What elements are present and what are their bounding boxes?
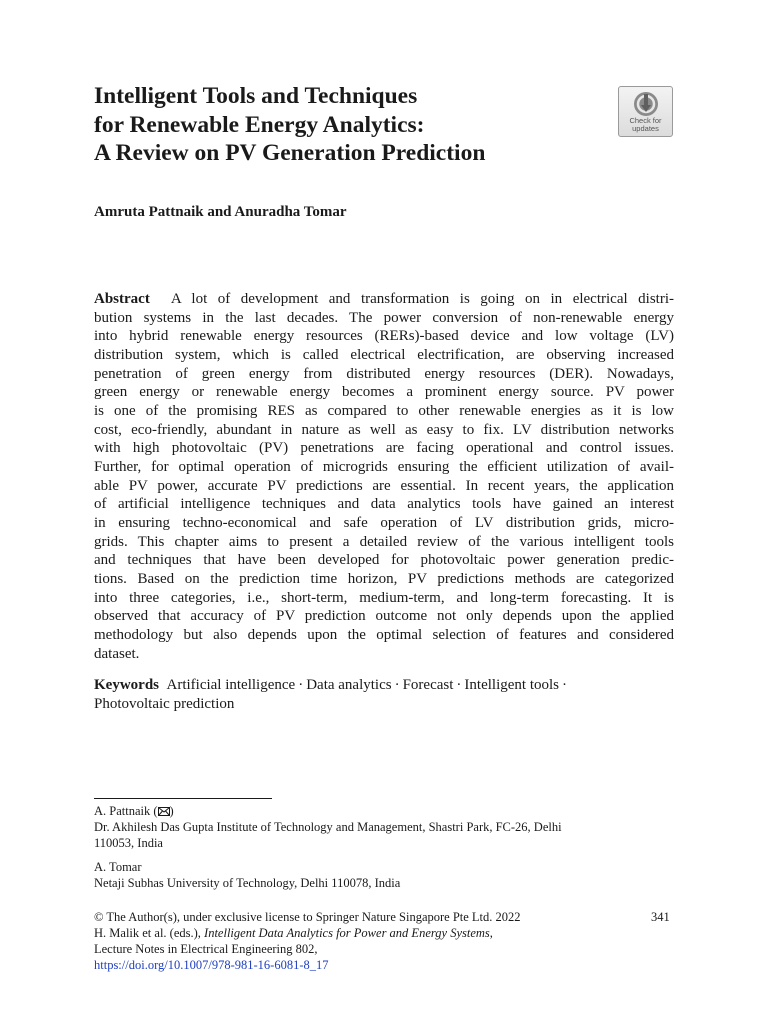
keyword: Intelligent tools	[464, 677, 559, 693]
abstract-line: cost, eco-friendly, abundant in nature as well as easy to fix. LV distribution networks	[94, 421, 674, 438]
abstract-line: and techniques that have been developed for photovoltaic power generation predic-	[94, 552, 674, 569]
doi-link[interactable]: https://doi.org/10.1007/978-981-16-6081-8_17	[94, 958, 329, 972]
abstract-line: with high photovoltaic (PV) penetrations are facing operational and control issues.	[94, 440, 674, 457]
abstract-line: Further, for optimal operation of microgrids ensuring the efficient utilization of avail-	[94, 459, 674, 476]
abstract-line: in ensuring techno-economical and safe operation of LV distribution grids, micro-	[94, 515, 674, 532]
title-line-1: Intelligent Tools and Techniques	[94, 83, 418, 109]
book-title: Intelligent Data Analytics for Power and Energy Systems	[204, 926, 490, 940]
author2-affiliation: Netaji Subhas University of Technology, Delhi 110078, India	[94, 876, 401, 890]
abstract-line: able PV power, accurate PV predictions are essential. In recent years, the application	[94, 477, 674, 494]
abstract-line: penetration of green energy from distributed energy resources (DER). Nowadays,	[94, 365, 674, 382]
envelope-icon[interactable]	[158, 807, 170, 816]
check-for-updates-icon	[633, 91, 659, 117]
check-for-updates-badge[interactable]	[618, 86, 673, 137]
abstract-line: dataset.	[94, 645, 140, 662]
badge-label-1: Check for	[629, 116, 662, 125]
copyright-block	[94, 909, 694, 973]
keyword: Forecast	[402, 677, 454, 693]
keyword: Data analytics	[306, 677, 392, 693]
abstract-line: Abstract A lot of development and transformation is going on in electrical distri-	[94, 291, 674, 307]
title-line-2: for Renewable Energy Analytics:	[94, 111, 425, 138]
keyword-separator: ·	[394, 677, 400, 693]
title-line-3: A Review on PV Generation Prediction	[94, 140, 486, 166]
keywords-line-2	[94, 695, 674, 714]
author1-footnote	[94, 803, 694, 851]
abstract	[94, 290, 674, 663]
book-citation: H. Malik et al. (eds.), Intelligent Data Analytics for Power and Energy Systems,	[94, 926, 493, 940]
series-line: Lecture Notes in Electrical Engineering 802,	[94, 942, 318, 956]
abstract-line: tions. Based on the prediction time horizon, PV predictions methods are categorized	[94, 571, 674, 588]
abstract-line: is one of the promising RES as compared to other renewable energies as it is low	[94, 403, 674, 420]
keyword: Artificial intelligence	[166, 677, 296, 693]
author1-affiliation: Dr. Akhilesh Das Gupta Institute of Technology and Management, Shastri Park, FC-26, Delhi	[94, 820, 562, 834]
keyword-separator: ·	[456, 677, 462, 693]
keywords	[94, 676, 674, 714]
abstract-line: observed that accuracy of PV prediction outcome not only depends upon the applied	[94, 608, 674, 625]
badge-label-2: updates	[632, 124, 659, 133]
abstract-line: grids. This chapter aims to present a detailed review of the various intelligent tools	[94, 533, 674, 550]
author1-affiliation-cont: 110053, India	[94, 836, 163, 850]
author2-footnote	[94, 859, 694, 891]
abstract-line: methodology but also depends upon the optimal selection of features and considered	[94, 627, 674, 644]
copyright-line: © The Author(s), under exclusive license to Springer Nature Singapore Pte Ltd. 2022	[94, 910, 521, 924]
footnote-rule	[94, 798, 272, 799]
abstract-line: of artificial intelligence techniques and data analytics tools have gained an interest	[94, 496, 674, 513]
paper-title	[94, 82, 614, 168]
keyword-separator: ·	[298, 677, 304, 693]
abstract-line: green energy or renewable energy becomes a prominent energy source. PV power	[94, 384, 674, 401]
abstract-line: into hybrid renewable energy resources (RERs)-based device and low voltage (LV)	[94, 328, 674, 345]
abstract-line: into three categories, i.e., short-term, medium-term, and long-term forecasting. It is	[94, 589, 674, 606]
abstract-line: distribution system, which is called electrical electrification, are observing increased	[94, 347, 674, 364]
keywords-label: Keywords	[94, 677, 159, 693]
abstract-line: bution systems in the last decades. The power conversion of non-renewable energy	[94, 309, 674, 326]
author2-name: A. Tomar	[94, 860, 142, 874]
page-number: 341	[651, 910, 670, 924]
authors: Amruta Pattnaik and Anuradha Tomar	[94, 204, 347, 220]
keywords-line-1	[94, 676, 674, 695]
keyword: Photovoltaic prediction	[94, 696, 235, 712]
keyword-separator: ·	[562, 677, 567, 693]
author1-name-line: A. Pattnaik ( )	[94, 804, 174, 818]
abstract-label: Abstract	[94, 291, 150, 307]
